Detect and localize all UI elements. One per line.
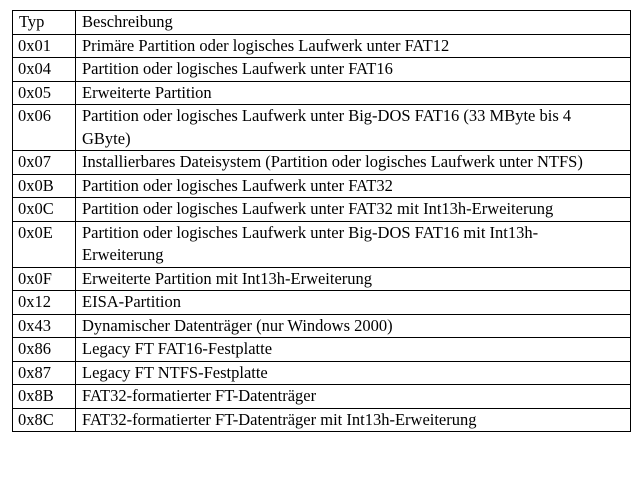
type-cell: 0x8B	[13, 385, 76, 409]
type-cell: 0x01	[13, 34, 76, 58]
table-row	[13, 34, 631, 58]
table-row	[13, 151, 631, 175]
table-row	[13, 81, 631, 105]
table-row	[13, 385, 631, 409]
table-row	[13, 105, 631, 151]
description-cell: Installierbares Dateisystem (Partition oder logisches Laufwerk unter NTFS)	[76, 151, 631, 175]
description-cell: Partition oder logisches Laufwerk unter FAT16	[76, 58, 631, 82]
description-cell: Erweiterte Partition mit Int13h-Erweiterung	[76, 267, 631, 291]
description-cell: Partition oder logisches Laufwerk unter Big-DOS FAT16 (33 MByte bis 4 GByte)	[76, 105, 631, 151]
description-cell: Dynamischer Datenträger (nur Windows 2000)	[76, 314, 631, 338]
type-cell: 0x04	[13, 58, 76, 82]
table-row	[13, 408, 631, 432]
column-header-type: Typ	[13, 11, 76, 35]
description-cell: Partition oder logisches Laufwerk unter FAT32	[76, 174, 631, 198]
table-row	[13, 198, 631, 222]
type-cell: 0x07	[13, 151, 76, 175]
table-row	[13, 291, 631, 315]
description-cell: Legacy FT FAT16-Festplatte	[76, 338, 631, 362]
table-row	[13, 58, 631, 82]
type-cell: 0x0B	[13, 174, 76, 198]
type-cell: 0x43	[13, 314, 76, 338]
table-row	[13, 314, 631, 338]
table-row	[13, 174, 631, 198]
partition-type-table	[12, 10, 631, 432]
table-row	[13, 267, 631, 291]
type-cell: 0x0C	[13, 198, 76, 222]
description-cell: Partition oder logisches Laufwerk unter Big-DOS FAT16 mit Int13h-Erweiterung	[76, 221, 631, 267]
table-row	[13, 221, 631, 267]
table-header-row	[13, 11, 631, 35]
description-cell: FAT32-formatierter FT-Datenträger mit Int13h-Erweiterung	[76, 408, 631, 432]
description-cell: Partition oder logisches Laufwerk unter FAT32 mit Int13h-Erweiterung	[76, 198, 631, 222]
table-row	[13, 361, 631, 385]
column-header-description: Beschreibung	[76, 11, 631, 35]
type-cell: 0x87	[13, 361, 76, 385]
description-cell: EISA-Partition	[76, 291, 631, 315]
type-cell: 0x06	[13, 105, 76, 151]
description-cell: Primäre Partition oder logisches Laufwerk unter FAT12	[76, 34, 631, 58]
table-row	[13, 338, 631, 362]
description-cell: FAT32-formatierter FT-Datenträger	[76, 385, 631, 409]
type-cell: 0x0E	[13, 221, 76, 267]
type-cell: 0x8C	[13, 408, 76, 432]
type-cell: 0x05	[13, 81, 76, 105]
description-cell: Legacy FT NTFS-Festplatte	[76, 361, 631, 385]
description-cell: Erweiterte Partition	[76, 81, 631, 105]
type-cell: 0x86	[13, 338, 76, 362]
type-cell: 0x12	[13, 291, 76, 315]
type-cell: 0x0F	[13, 267, 76, 291]
